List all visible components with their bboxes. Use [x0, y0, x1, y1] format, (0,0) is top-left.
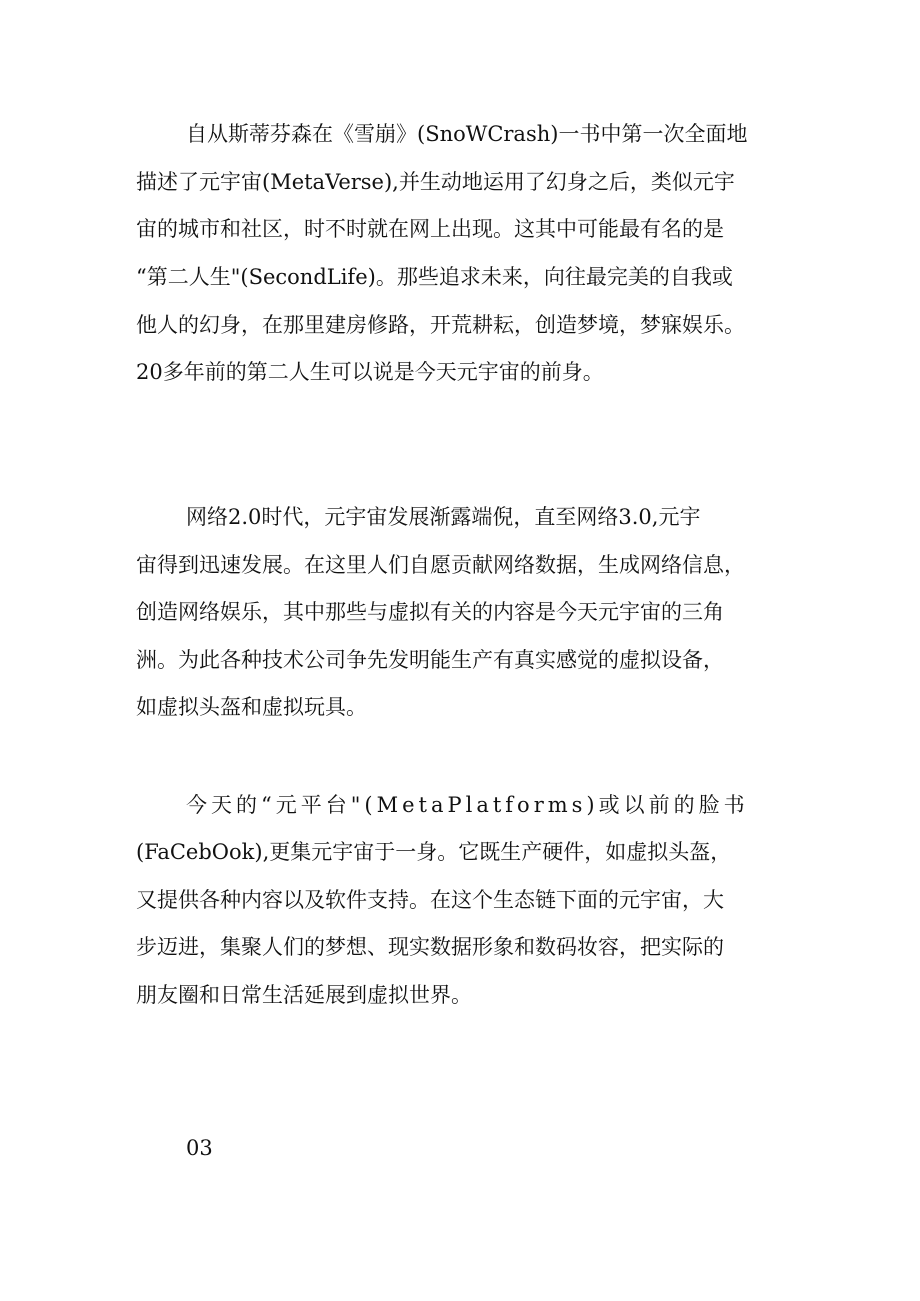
section-number: 03	[186, 1136, 213, 1160]
paragraph-line: 他人的幻身，在那里建房修路，开荒耕耘，创造梦境，梦寐娱乐。	[136, 313, 745, 337]
paragraph-line: 步迈进，集聚人们的梦想、现实数据形象和数码妆容，把实际的	[136, 935, 724, 959]
paragraph-line: 今天的“元平台"(MetaPlatforms)或以前的脸书	[186, 793, 749, 817]
paragraph-line: 描述了元宇宙(MetaVerse),并生动地运用了幻身之后，类似元宇	[136, 170, 735, 194]
paragraph-line: 朋友圈和日常生活延展到虚拟世界。	[136, 983, 472, 1007]
paragraph-line: (FaCebOok),更集元宇宙于一身。它既生产硬件，如虚拟头盔，	[136, 840, 732, 864]
paragraph-line: 又提供各种内容以及软件支持。在这个生态链下面的元宇宙，大	[136, 888, 724, 912]
paragraph-line: 如虚拟头盔和虚拟玩具。	[136, 695, 367, 719]
paragraph-line: 洲。为此各种技术公司争先发明能生产有真实感觉的虚拟设备，	[136, 648, 724, 672]
paragraph-line: 自从斯蒂芬森在《雪崩》(SnoWCrash)一书中第一次全面地	[186, 122, 748, 146]
paragraph-line: 宙的城市和社区，时不时就在网上出现。这其中可能最有名的是	[136, 217, 724, 241]
paragraph-line: “第二人生"(SecondLife)。那些追求未来，向往最完美的自我或	[136, 265, 733, 289]
paragraph-line: 宙得到迅速发展。在这里人们自愿贡献网络数据，生成网络信息，	[136, 553, 745, 577]
paragraph-line: 创造网络娱乐，其中那些与虚拟有关的内容是今天元宇宙的三角	[136, 600, 724, 624]
paragraph-line: 20多年前的第二人生可以说是今天元宇宙的前身。	[136, 360, 604, 384]
paragraph-line: 网络2.0时代，元宇宙发展渐露端倪，直至网络3.0,元宇	[186, 505, 701, 529]
